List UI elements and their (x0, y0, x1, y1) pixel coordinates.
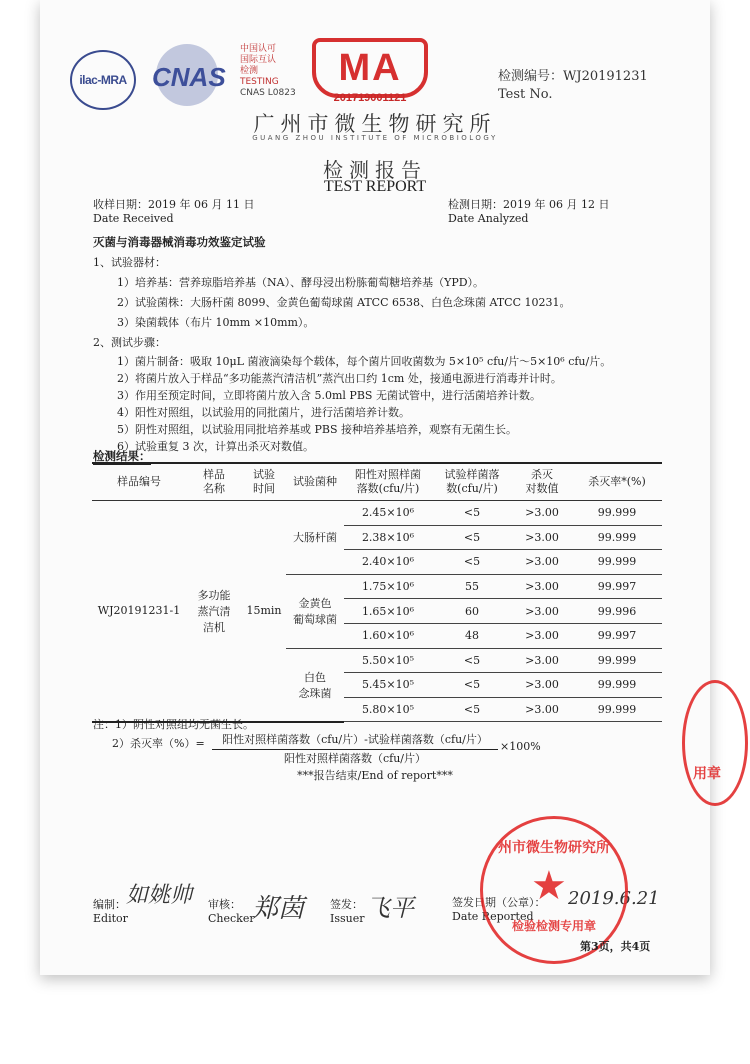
kill-rate-cell: 99.999 (572, 525, 662, 550)
editor-signature: 如姚帅 (126, 883, 193, 908)
log-reduction-cell: >3.00 (512, 599, 572, 624)
editor-label-en: Editor (93, 912, 128, 925)
kill-rate-cell: 99.997 (572, 623, 662, 648)
report-title-cn: 检测报告 (323, 158, 427, 182)
log-reduction-cell: >3.00 (512, 574, 572, 599)
cnas-info-line: 中国认可 (240, 44, 277, 54)
checker-label (208, 898, 255, 926)
report-sheet (40, 0, 721, 975)
issuer-label-en: Issuer (330, 912, 365, 925)
edge-seal (682, 680, 748, 806)
test-count-cell: <5 (432, 501, 512, 526)
strain-line: 金黄色 (298, 597, 332, 611)
steps-item: 2）将菌片放入于样品“多功能蒸汽清洁机”蒸汽出口约 1cm 处，接通电源进行消毒并计时。 (117, 372, 562, 385)
institute-name-cn: 广州市微生物研究所 (253, 112, 497, 136)
cma-logo (312, 38, 428, 98)
date-received-en: Date Received (93, 212, 174, 225)
editor-label-cn: 编制： (93, 898, 126, 911)
end-of-report: ***报告结束/End of report*** (297, 769, 453, 782)
header-line: 杀灭率*(%) (588, 475, 646, 488)
editor-label (93, 898, 128, 926)
issuer-label (330, 898, 365, 926)
materials-item: 3）染菌载体（布片 10mm ×10mm）。 (117, 316, 315, 329)
log-reduction-cell: >3.00 (512, 623, 572, 648)
kill-rate-cell: 99.997 (572, 574, 662, 599)
edge-seal-text: 用章 (693, 766, 721, 782)
header-line: 样品编号 (117, 475, 161, 488)
cnas-logo-text: CNAS (152, 62, 226, 92)
strain-cell (286, 574, 344, 648)
cnas-info-line: 检测 (240, 66, 259, 76)
header-line: 阳性对照样菌 (355, 468, 421, 481)
col-header-sample-name (186, 463, 242, 501)
log-reduction-cell: >3.00 (512, 550, 572, 575)
sample-id-cell: WJ20191231-1 (92, 501, 186, 722)
test-count-cell: 60 (432, 599, 512, 624)
positive-count-cell: 1.65×10⁶ (344, 599, 432, 624)
header-line: 数(cfu/片) (446, 482, 498, 495)
steps-item: 5）阴性对照组，以试验用同批培养基或 PBS 接种培养基培养，观察有无菌生长。 (117, 423, 518, 436)
issuer-signature: 飞平 (366, 894, 414, 922)
log-reduction-cell: >3.00 (512, 697, 572, 722)
kill-rate-cell: 99.999 (572, 697, 662, 722)
test-count-cell: <5 (432, 697, 512, 722)
date-received-cn: 收样日期：2019 年 06 月 11 日 (93, 198, 255, 211)
sample-name-line: 蒸汽清 (197, 604, 231, 618)
kill-rate-cell: 99.999 (572, 501, 662, 526)
steps-heading: 2、测试步骤： (93, 336, 166, 349)
header-line: 对数值 (525, 482, 559, 495)
checker-signature: 郑茵 (252, 894, 305, 924)
sample-name-line: 多功能 (197, 588, 231, 602)
page-number: 第3页，共4页 (580, 940, 651, 953)
steps-item: 4）阳性对照组，以试验用的同批菌片，进行活菌培养计数。 (117, 406, 410, 419)
ilac-logo-text: ilac-MRA (79, 73, 127, 87)
cma-logo-text: MA (338, 46, 402, 89)
checker-label-en: Checker (208, 912, 255, 925)
positive-count-cell: 2.40×10⁶ (344, 550, 432, 575)
positive-count-cell: 2.38×10⁶ (344, 525, 432, 550)
col-header-positive-count (344, 463, 432, 501)
steps-item: 1）菌片制备：吸取 10μL 菌液滴染每个载体，每个菌片回收菌数为 5×10⁵ cfu/片～5×10⁶ cfu/片。 (117, 355, 612, 368)
strain-line: 念珠菌 (298, 686, 332, 700)
test-count-cell: 48 (432, 623, 512, 648)
col-header-sample-id (92, 463, 186, 501)
date-analyzed (448, 198, 609, 226)
cnas-info-line: CNAS L0823 (240, 88, 296, 98)
results-label: 检测结果： (93, 449, 151, 463)
positive-count-cell: 5.45×10⁵ (344, 673, 432, 698)
header-line: 试验菌种 (293, 475, 337, 488)
checker-label-cn: 审核： (208, 898, 241, 911)
test-count-cell: <5 (432, 550, 512, 575)
date-signature: 2019.6.21 (568, 888, 660, 909)
sample-name-cell (186, 501, 242, 722)
kill-rate-cell: 99.999 (572, 648, 662, 673)
header-line: 试验 (253, 468, 275, 481)
col-header-log-reduction (512, 463, 572, 501)
strain-cell (286, 648, 344, 722)
kill-rate-cell: 99.999 (572, 673, 662, 698)
steps-item: 3）作用至预定时间，立即将菌片放入含 5.0ml PBS 无菌试管中，进行活菌培养计数。 (117, 389, 541, 402)
cnas-info-line: TESTING (240, 77, 279, 87)
col-header-strain (286, 463, 344, 501)
ilac-mra-logo (70, 50, 136, 110)
date-analyzed-cn: 检测日期：2019 年 06 月 12 日 (448, 198, 610, 211)
formula-denominator: 阳性对照样菌落数（cfu/片） (283, 752, 427, 765)
report-title-en: TEST REPORT (323, 178, 427, 195)
test-count-cell: <5 (432, 673, 512, 698)
test-number (498, 68, 648, 104)
materials-heading: 1、试验器材： (93, 256, 166, 269)
strain-line: 大肠杆菌 (293, 531, 337, 545)
materials-item: 2）试验菌株：大肠杆菌 8099、金黄色葡萄球菌 ATCC 6538、白色念珠菌 ATCC 10231。 (117, 296, 571, 309)
table-row (92, 501, 662, 526)
test-count-cell: <5 (432, 648, 512, 673)
steps-item: 6）试验重复 3 次，计算出杀灭对数值。 (117, 440, 314, 453)
strain-line: 葡萄球菌 (293, 613, 337, 627)
cma-number: 201719001121 (333, 92, 407, 104)
issuer-label-cn: 签发： (330, 898, 363, 911)
test-no-en: Test No. (498, 87, 553, 102)
cnas-logo (152, 44, 234, 106)
star-icon: ★ (531, 863, 567, 909)
date-received (93, 198, 254, 226)
header-line: 杀灭 (531, 468, 553, 481)
log-reduction-cell: >3.00 (512, 673, 572, 698)
col-header-test-time (242, 463, 286, 501)
institute-name-en: GUANG ZHOU INSTITUTE OF MICROBIOLOGY (252, 134, 498, 142)
test-no-cn: 检测编号：WJ20191231 (498, 69, 648, 84)
seal-top-text: 州市微生物研究所 (498, 840, 610, 856)
section-title: 灭菌与消毒器械消毒功效鉴定试验 (93, 235, 266, 249)
positive-count-cell: 5.50×10⁵ (344, 648, 432, 673)
cnas-info (240, 44, 296, 99)
formula-numerator: 阳性对照样菌落数（cfu/片）-试验样菌落数（cfu/片） (212, 731, 498, 750)
positive-count-cell: 1.75×10⁶ (344, 574, 432, 599)
header-line: 样品 (203, 468, 225, 481)
col-header-test-count (432, 463, 512, 501)
log-reduction-cell: >3.00 (512, 501, 572, 526)
test-count-cell: 55 (432, 574, 512, 599)
formula-prefix: 2）杀灭率（%）= (112, 737, 205, 750)
table-header-row (92, 463, 662, 501)
positive-count-cell: 2.45×10⁶ (344, 501, 432, 526)
header-line: 落数(cfu/片) (356, 482, 420, 495)
header-line: 名称 (203, 482, 225, 495)
log-reduction-cell: >3.00 (512, 648, 572, 673)
header-line: 试验样菌落 (444, 468, 500, 481)
cnas-info-line: 国际互认 (240, 55, 277, 65)
seal-bottom-text: 检验检测专用章 (511, 919, 596, 933)
date-reported-en: Date Reported (452, 910, 534, 923)
strain-line: 白色 (304, 670, 326, 684)
kill-rate-formula (212, 731, 498, 766)
date-analyzed-en: Date Analyzed (448, 212, 529, 225)
date-reported-cn: 签发日期（公章）： (452, 896, 546, 909)
positive-count-cell: 5.80×10⁵ (344, 697, 432, 722)
test-count-cell: <5 (432, 525, 512, 550)
log-reduction-cell: >3.00 (512, 525, 572, 550)
strain-cell (286, 501, 344, 575)
results-table (92, 462, 662, 723)
note-negative-control: 注：1）阴性对照组均无菌生长。 (93, 718, 254, 731)
formula-multiplier: ×100% (500, 740, 541, 753)
col-header-kill-rate (572, 463, 662, 501)
header-line: 时间 (253, 482, 275, 495)
kill-rate-cell: 99.999 (572, 550, 662, 575)
kill-rate-cell: 99.996 (572, 599, 662, 624)
positive-count-cell: 1.60×10⁶ (344, 623, 432, 648)
test-time-cell: 15min (242, 501, 286, 722)
materials-item: 1）培养基：营养琼脂培养基（NA）、酵母浸出粉胨葡萄糖培养基（YPD）。 (117, 276, 485, 289)
sample-name-line: 洁机 (203, 620, 225, 634)
